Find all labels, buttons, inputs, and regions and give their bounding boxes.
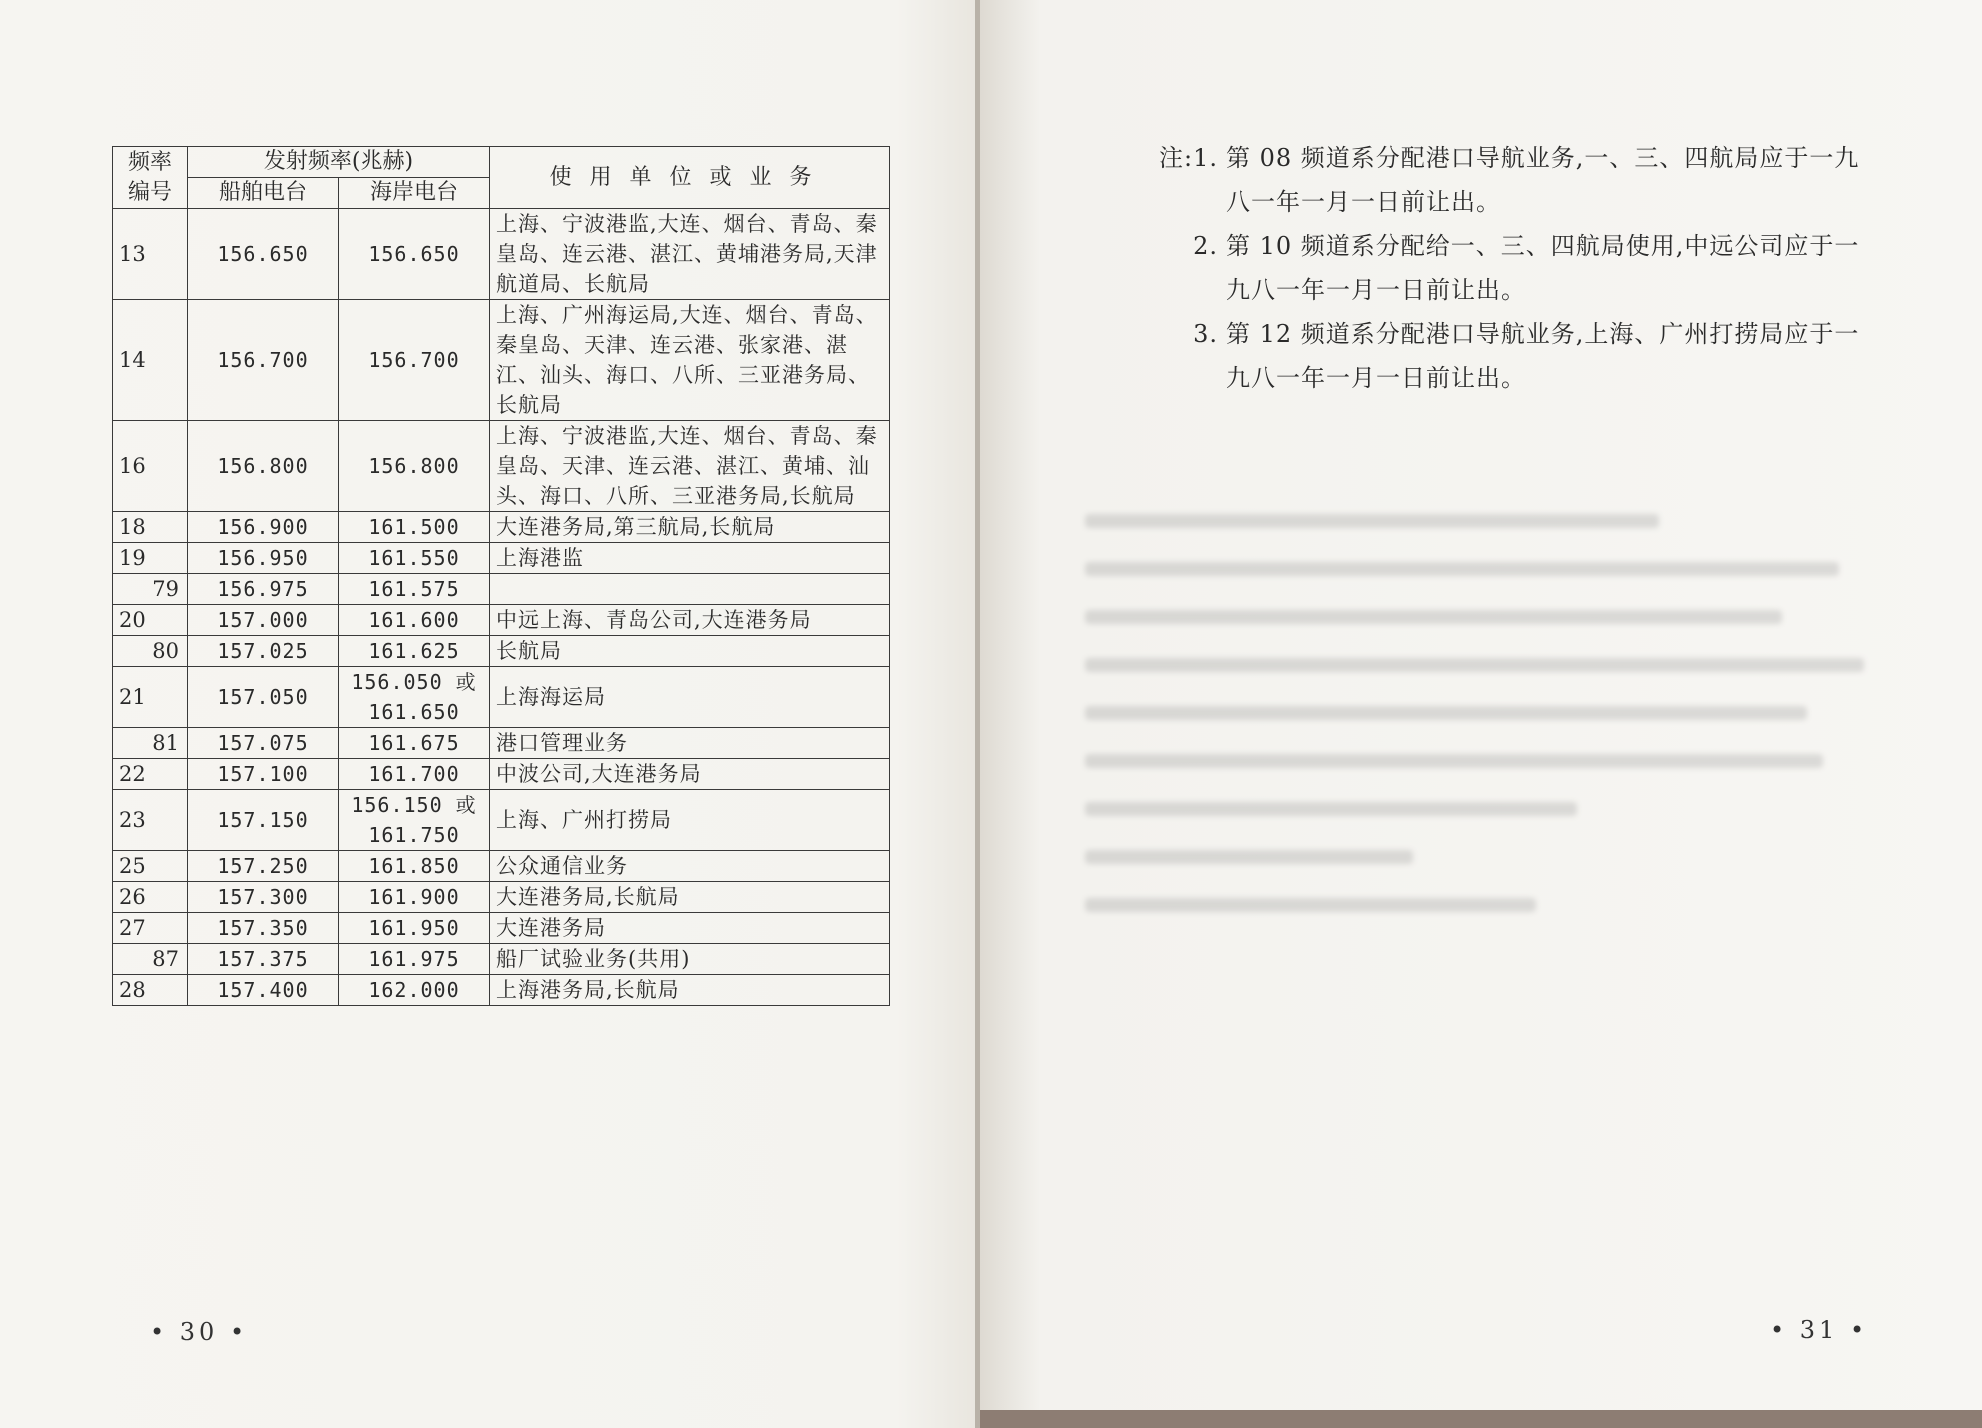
table-row <box>113 667 890 728</box>
note-3-text: 第 12 频道系分配港口导航业务,上海、广州打捞局应于一九八一年一月一日前让出。 <box>1226 320 1860 392</box>
note-2-text: 第 10 频道系分配给一、三、四航局使用,中远公司应于一九八一年一月一日前让出。 <box>1226 232 1860 304</box>
cell-usage: 大连港务局 <box>490 913 890 944</box>
notes-section <box>1132 136 1872 400</box>
note-1-prefix: 注:1. <box>1159 144 1218 172</box>
left-page <box>0 0 975 1428</box>
cell-ship-frequency: 157.150 <box>188 790 339 851</box>
cell-shore-frequency: 161.500 <box>339 512 490 543</box>
cell-usage: 大连港务局,第三航局,长航局 <box>490 512 890 543</box>
table-row <box>113 790 890 851</box>
table-row <box>113 913 890 944</box>
note-1 <box>1132 136 1872 224</box>
cell-shore-frequency: 156.650 <box>339 209 490 300</box>
cell-ship-frequency: 156.700 <box>188 300 339 421</box>
note-2 <box>1132 224 1872 312</box>
cell-channel-number: 23 <box>113 790 188 851</box>
cell-shore-frequency: 156.800 <box>339 421 490 512</box>
cell-shore-frequency: 161.675 <box>339 728 490 759</box>
cell-channel-number: 79 <box>113 574 188 605</box>
header-usage: 使用单位或业务 <box>490 147 890 209</box>
page-number-right: • 31 • <box>1770 1316 1869 1344</box>
cell-channel-number: 13 <box>113 209 188 300</box>
note-3 <box>1132 312 1872 400</box>
cell-ship-frequency: 157.350 <box>188 913 339 944</box>
cell-usage: 上海港监 <box>490 543 890 574</box>
cell-usage: 港口管理业务 <box>490 728 890 759</box>
cell-ship-frequency: 157.000 <box>188 605 339 636</box>
cell-ship-frequency: 157.075 <box>188 728 339 759</box>
cell-usage: 上海海运局 <box>490 667 890 728</box>
table-row <box>113 543 890 574</box>
cell-usage: 中远上海、青岛公司,大连港务局 <box>490 605 890 636</box>
cell-usage: 上海、广州打捞局 <box>490 790 890 851</box>
table-row <box>113 728 890 759</box>
page-edge-shadow <box>980 1410 1982 1428</box>
cell-shore-frequency: 161.850 <box>339 851 490 882</box>
cell-ship-frequency: 157.375 <box>188 944 339 975</box>
cell-shore-frequency: 162.000 <box>339 975 490 1006</box>
cell-shore-frequency: 161.950 <box>339 913 490 944</box>
table-row <box>113 975 890 1006</box>
cell-shore-frequency: 161.900 <box>339 882 490 913</box>
cell-usage: 船厂试验业务(共用) <box>490 944 890 975</box>
cell-channel-number: 28 <box>113 975 188 1006</box>
cell-channel-number: 25 <box>113 851 188 882</box>
cell-usage: 公众通信业务 <box>490 851 890 882</box>
cell-usage <box>490 574 890 605</box>
cell-usage: 大连港务局,长航局 <box>490 882 890 913</box>
table-body <box>113 209 890 1006</box>
cell-ship-frequency: 156.650 <box>188 209 339 300</box>
cell-usage: 长航局 <box>490 636 890 667</box>
table-row <box>113 512 890 543</box>
frequency-table <box>112 146 890 1006</box>
cell-ship-frequency: 157.100 <box>188 759 339 790</box>
table-row <box>113 605 890 636</box>
cell-ship-frequency: 156.900 <box>188 512 339 543</box>
note-3-prefix: 3. <box>1193 320 1218 348</box>
cell-shore-frequency: 161.600 <box>339 605 490 636</box>
cell-usage: 上海、广州海运局,大连、烟台、青岛、秦皇岛、天津、连云港、张家港、湛江、汕头、海口、八所、三亚港务局、长航局 <box>490 300 890 421</box>
cell-shore-frequency: 161.575 <box>339 574 490 605</box>
cell-ship-frequency: 156.950 <box>188 543 339 574</box>
table-row <box>113 421 890 512</box>
header-ship-station: 船舶电台 <box>188 178 339 209</box>
header-tx-frequency: 发射频率(兆赫) <box>188 147 490 178</box>
cell-usage: 上海港务局,长航局 <box>490 975 890 1006</box>
note-1-text: 第 08 频道系分配港口导航业务,一、三、四航局应于一九八一年一月一日前让出。 <box>1226 144 1860 216</box>
cell-channel-number: 20 <box>113 605 188 636</box>
cell-shore-frequency: 156.150 或 161.750 <box>339 790 490 851</box>
bleed-through-text <box>1085 480 1905 946</box>
table-row <box>113 574 890 605</box>
cell-channel-number: 21 <box>113 667 188 728</box>
cell-shore-frequency: 161.700 <box>339 759 490 790</box>
note-2-prefix: 2. <box>1193 232 1218 260</box>
table-row <box>113 944 890 975</box>
cell-ship-frequency: 156.975 <box>188 574 339 605</box>
table-row <box>113 851 890 882</box>
cell-ship-frequency: 157.400 <box>188 975 339 1006</box>
table-row <box>113 636 890 667</box>
cell-usage: 中波公司,大连港务局 <box>490 759 890 790</box>
cell-channel-number: 14 <box>113 300 188 421</box>
cell-ship-frequency: 157.050 <box>188 667 339 728</box>
cell-channel-number: 81 <box>113 728 188 759</box>
cell-shore-frequency: 156.700 <box>339 300 490 421</box>
cell-shore-frequency: 161.975 <box>339 944 490 975</box>
cell-ship-frequency: 157.025 <box>188 636 339 667</box>
cell-channel-number: 87 <box>113 944 188 975</box>
cell-channel-number: 26 <box>113 882 188 913</box>
cell-channel-number: 19 <box>113 543 188 574</box>
table-row <box>113 759 890 790</box>
table-row <box>113 209 890 300</box>
table-row <box>113 882 890 913</box>
cell-usage: 上海、宁波港监,大连、烟台、青岛、秦皇岛、连云港、湛江、黄埔港务局,天津航道局、长航局 <box>490 209 890 300</box>
cell-channel-number: 27 <box>113 913 188 944</box>
cell-channel-number: 16 <box>113 421 188 512</box>
header-channel-number: 频率编号 <box>113 147 188 209</box>
cell-usage: 上海、宁波港监,大连、烟台、青岛、秦皇岛、天津、连云港、湛江、黄埔、汕头、海口、八所、三亚港务局,长航局 <box>490 421 890 512</box>
cell-shore-frequency: 161.625 <box>339 636 490 667</box>
table-row <box>113 300 890 421</box>
cell-shore-frequency: 156.050 或 161.650 <box>339 667 490 728</box>
cell-ship-frequency: 156.800 <box>188 421 339 512</box>
cell-ship-frequency: 157.300 <box>188 882 339 913</box>
cell-shore-frequency: 161.550 <box>339 543 490 574</box>
header-shore-station: 海岸电台 <box>339 178 490 209</box>
cell-channel-number: 22 <box>113 759 188 790</box>
cell-channel-number: 80 <box>113 636 188 667</box>
page-number-left: • 30 • <box>150 1318 249 1346</box>
cell-ship-frequency: 157.250 <box>188 851 339 882</box>
table-header-row <box>113 147 890 178</box>
cell-channel-number: 18 <box>113 512 188 543</box>
